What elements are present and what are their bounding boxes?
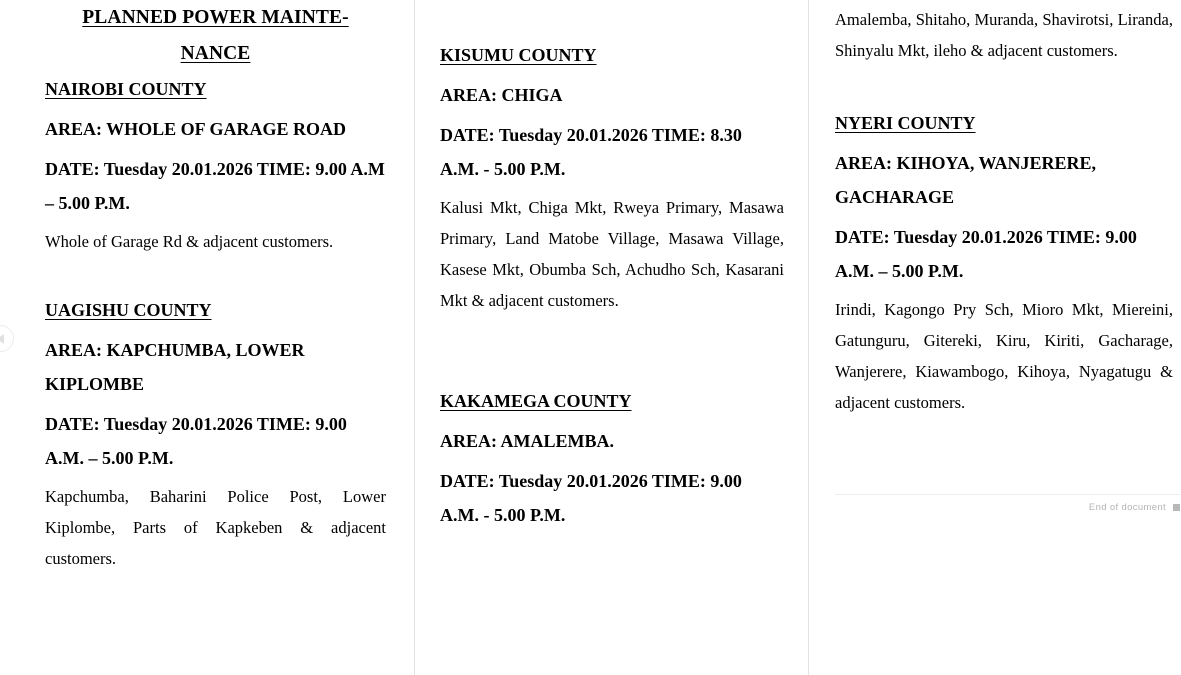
datetime-line: DATE: Tuesday 20.01.2026 TIME: 9.00 A.M. - 5.00 P.M. bbox=[440, 471, 742, 525]
end-of-document-marker bbox=[835, 494, 1180, 513]
datetime-line: DATE: Tuesday 20.01.2026 TIME: 9.00 A.M. – 5.00 P.M. bbox=[835, 227, 1137, 281]
area-line: AREA: CHIGA bbox=[440, 85, 563, 105]
customers-line: Whole of Garage Rd & adjacent customers. bbox=[45, 232, 334, 251]
customers-line: Kapchumba, Baharini Police Post, Lower Kiplombe, Parts of Kapkeben & adjacent customers. bbox=[45, 487, 386, 568]
chevron-left-icon bbox=[0, 334, 4, 344]
block-spacer bbox=[45, 257, 386, 297]
document-column-3 bbox=[808, 0, 1181, 418]
notice-block-nairobi bbox=[45, 76, 386, 102]
notice-block-kakamega bbox=[440, 388, 784, 414]
customers-line: Amalemba, Shitaho, Muranda, Shavirotsi, Liranda, Shinyalu Mkt, ileho & adjacent customers. bbox=[835, 10, 1173, 60]
datetime-line: DATE: Tuesday 20.01.2026 TIME: 9.00 A.M. – 5.00 P.M. bbox=[45, 414, 347, 468]
column-top-spacer bbox=[440, 0, 784, 42]
page-title-line-2: NANCE bbox=[180, 43, 251, 64]
area-line: AREA: KIHOYA, WANJERERE, GACHARAGE bbox=[835, 153, 1097, 207]
block-spacer bbox=[835, 66, 1173, 110]
customers-line: Kalusi Mkt, Chiga Mkt, Rweya Primary, Masawa Primary, Land Matobe Village, Masawa Village, Kasese Mkt, Obumba Sch, Achudho Sch, Kasarani Mkt & adjacent customers. bbox=[440, 198, 784, 310]
area-line: AREA: WHOLE OF GARAGE ROAD bbox=[45, 119, 347, 139]
datetime-line: DATE: Tuesday 20.01.2026 TIME: 8.30 A.M. - 5.00 P.M. bbox=[440, 125, 742, 179]
document-column-2 bbox=[414, 0, 808, 538]
county-heading: KISUMU COUNTY bbox=[440, 45, 597, 65]
customers-line: Irindi, Kagongo Pry Sch, Mioro Mkt, Miereini, Gatunguru, Gitereki, Kiru, Kiriti, Gacharage, Wanjerere, Kiawambogo, Kihoya, Nyagatugu & adjacent customers. bbox=[835, 300, 1173, 412]
document-column-1 bbox=[0, 0, 414, 574]
area-line: AREA: KAPCHUMBA, LOWER KIPLOMBE bbox=[45, 340, 305, 394]
end-of-document-label: End of document bbox=[1088, 502, 1166, 513]
area-line: AREA: AMALEMBA. bbox=[440, 431, 614, 451]
notice-block-uagishu bbox=[45, 297, 386, 323]
end-of-document-square-icon bbox=[1173, 504, 1180, 511]
page-title bbox=[45, 0, 386, 72]
block-spacer bbox=[440, 316, 784, 388]
county-heading: NAIROBI COUNTY bbox=[45, 79, 207, 99]
datetime-line: DATE: Tuesday 20.01.2026 TIME: 9.00 A.M – 5.00 P.M. bbox=[45, 159, 385, 213]
page-title-line-1: PLANNED POWER MAINTE- bbox=[82, 7, 349, 28]
county-heading: NYERI COUNTY bbox=[835, 113, 976, 133]
county-heading: KAKAMEGA COUNTY bbox=[440, 391, 632, 411]
notice-block-nyeri bbox=[835, 110, 1173, 136]
county-heading: UAGISHU COUNTY bbox=[45, 300, 212, 320]
notice-block-kisumu bbox=[440, 42, 784, 68]
